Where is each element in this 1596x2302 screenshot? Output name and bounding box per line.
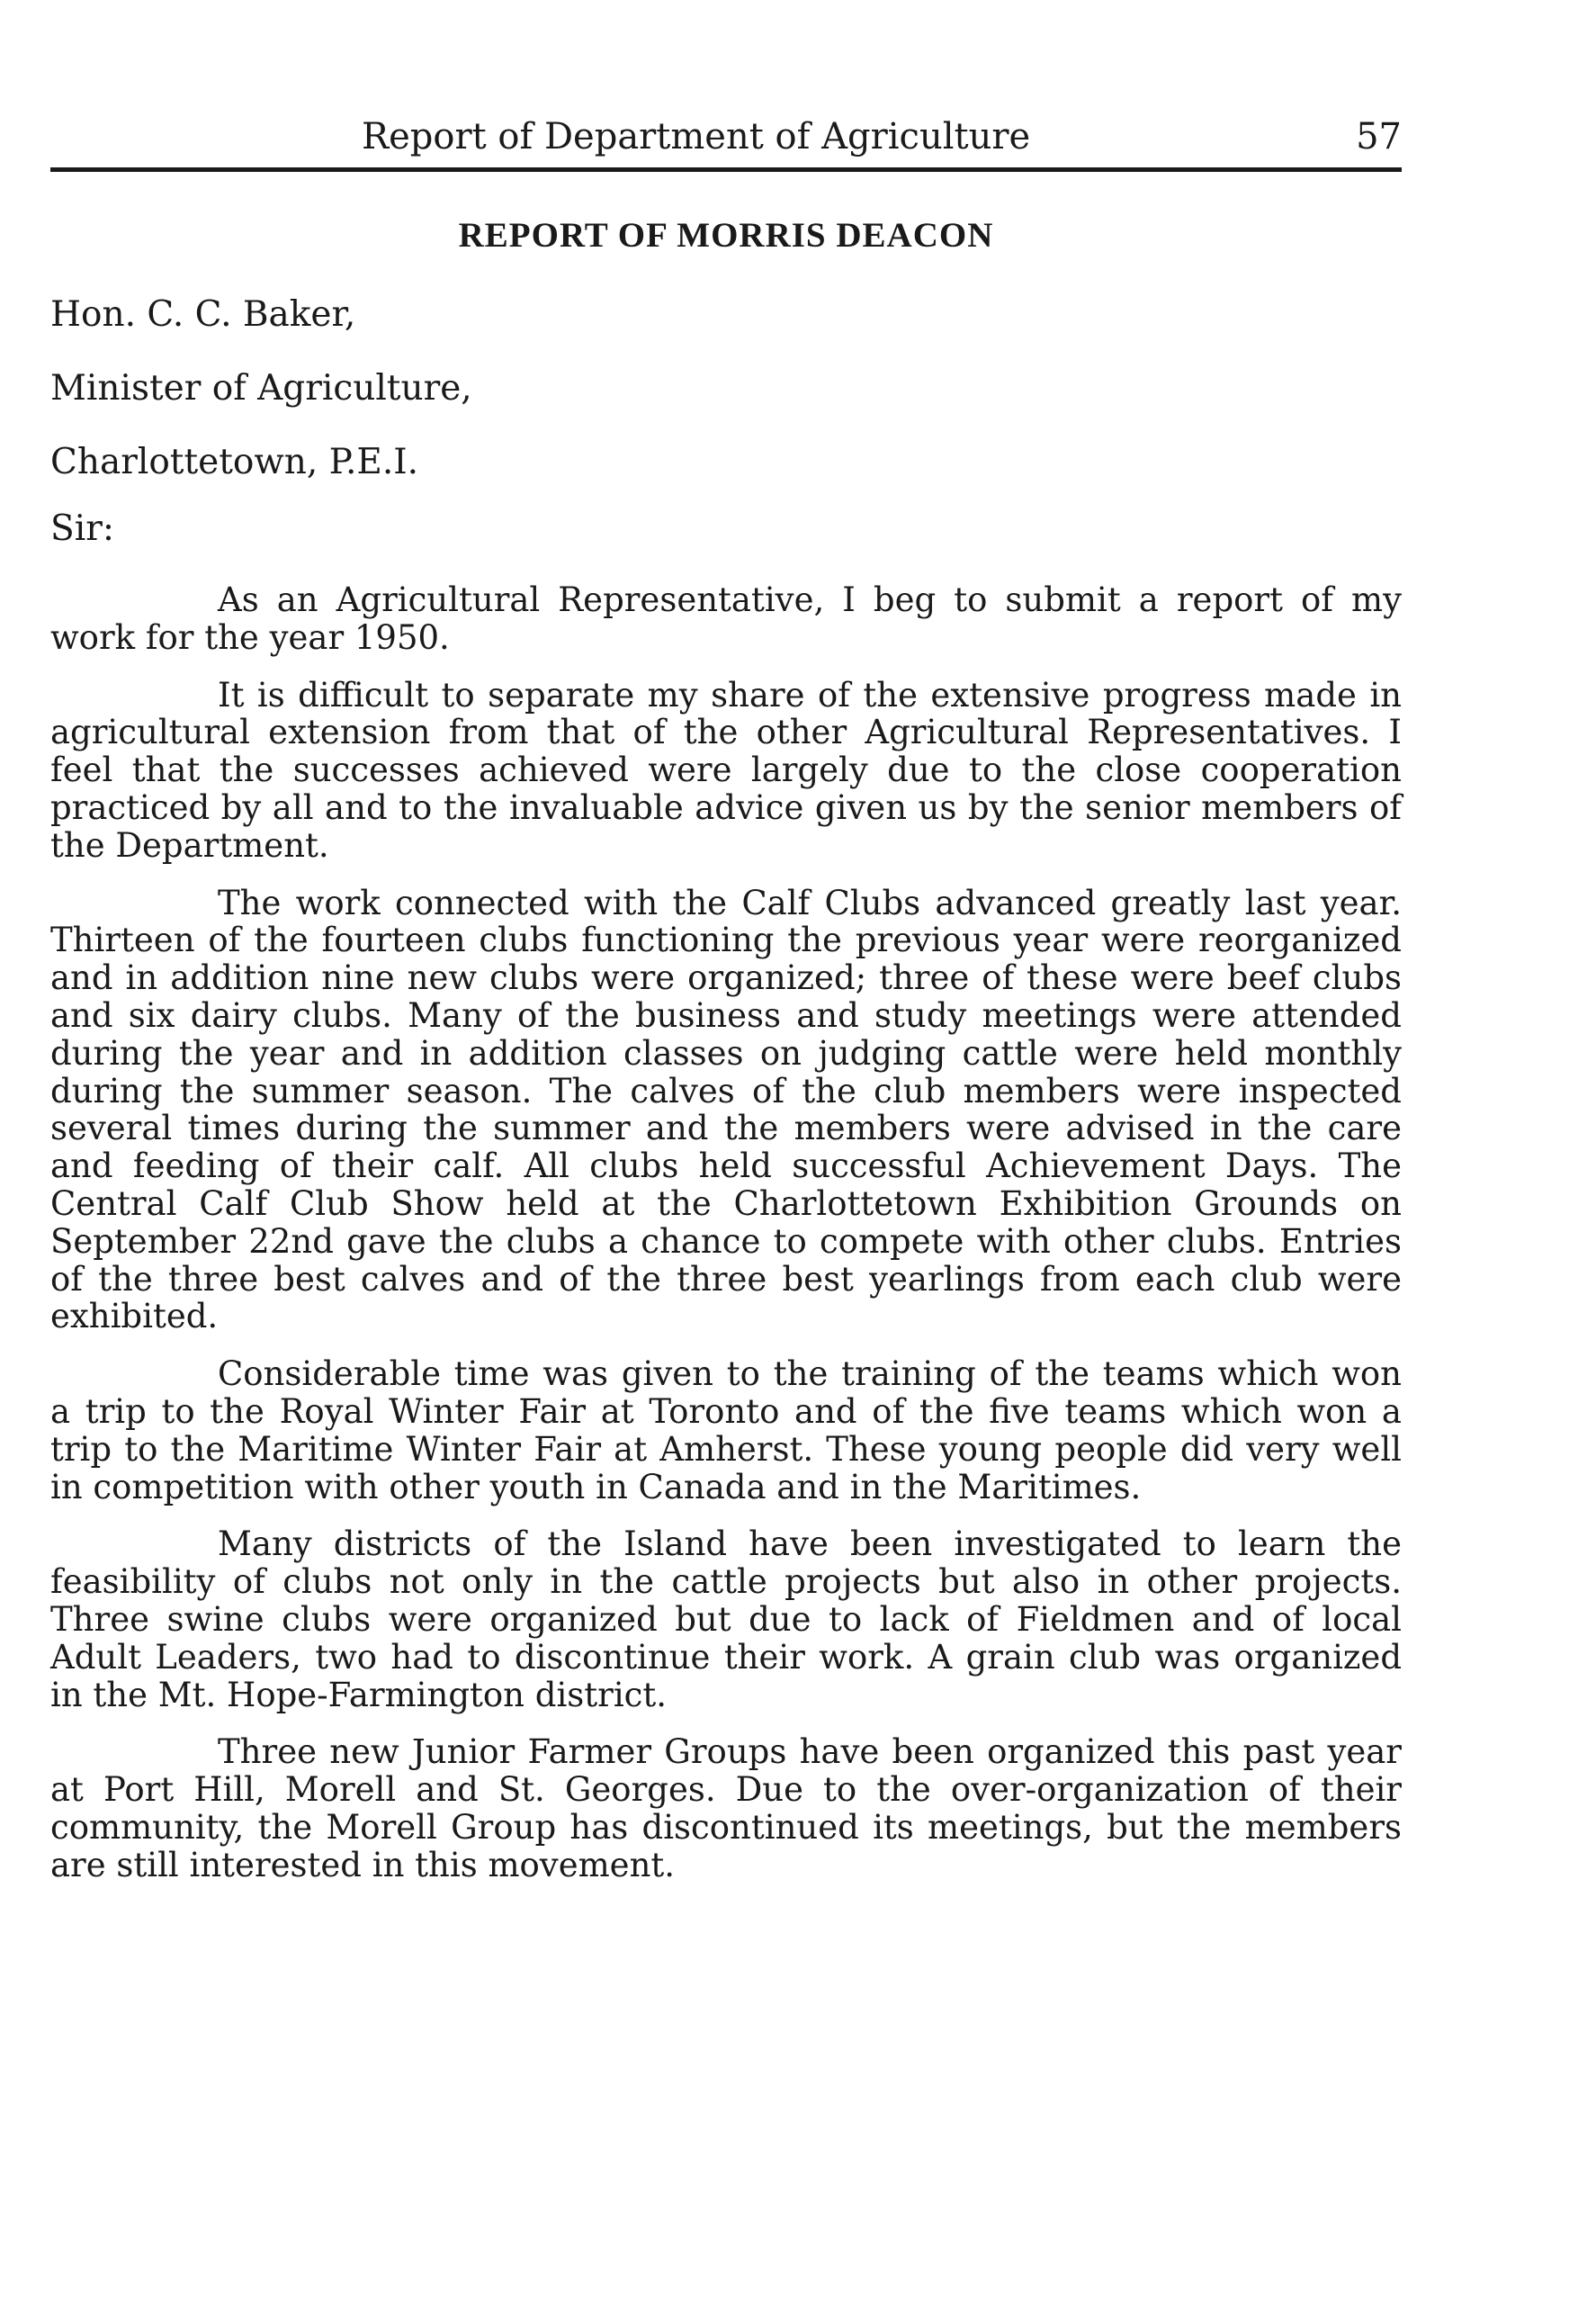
page-number: 57	[1356, 116, 1402, 157]
paragraph: The work connected with the Calf Clubs advanced greatly last year. Thirteen of the fourteen clubs functioning the previous year were reorganized and in addition nine new clubs were organized; three of these were beef clubs and six dairy clubs. Many of the business and study meetings were attended during the year and in addition classes on judging cattle were held monthly during the summer season. The calves of the club members were inspected several times during the summer and the members were advised in the care and feeding of their calf. All clubs held successful Achievement Days. The Central Calf Club Show held at the Charlottetown Exhibition Grounds on September 22nd gave the clubs a chance to compete with other clubs. Entries of the three best calves and of the three best yearlings from each club were exhibited.	[50, 883, 1402, 1336]
running-header	[50, 110, 1402, 164]
address-line-location: Charlottetown, P.E.I.	[50, 442, 419, 482]
document-page	[50, 0, 1402, 2302]
paragraph: Considerable time was given to the training of the teams which won a trip to the Royal Winter Fair at Toronto and of the five teams which won a trip to the Maritime Winter Fair at Amherst. These young people did very well in competition with other youth in Canada and in the Maritimes.	[50, 1354, 1402, 1506]
header-rule	[50, 167, 1402, 172]
report-body	[50, 581, 1402, 1904]
paragraph: Many districts of the Island have been investigated to learn the feasibility of clubs not only in the cattle projects but also in other projects. Three swine clubs were organized but due to lack of Fieldmen and of local Adult Leaders, two had to discontinue their work. A grain club was organized in the Mt. Hope-Farmington district.	[50, 1524, 1402, 1714]
salutation: Sir:	[50, 508, 114, 549]
paragraph: As an Agricultural Representative, I beg to submit a report of my work for the year 1950.	[50, 580, 1402, 657]
paragraph: Three new Junior Farmer Groups have been organized this past year at Port Hill, Morell and St. Georges. Due to the over-organization of their community, the Morell Group has discontinued its meetings, but the members are still interested in this movement.	[50, 1732, 1402, 1884]
address-line-recipient: Hon. C. C. Baker,	[50, 294, 356, 335]
paragraph: It is difficult to separate my share of the extensive progress made in agricultural extension from that of the other Agricultural Representatives. I feel that the successes achieved were largely due to the close cooperation practiced by all and to the invaluable advice given us by the senior members of the Department.	[50, 675, 1402, 865]
address-line-title: Minister of Agriculture,	[50, 368, 472, 409]
address-block	[50, 290, 950, 511]
report-title: REPORT OF MORRIS DEACON	[458, 216, 994, 255]
running-title: Report of Department of Agriculture	[362, 116, 1031, 157]
